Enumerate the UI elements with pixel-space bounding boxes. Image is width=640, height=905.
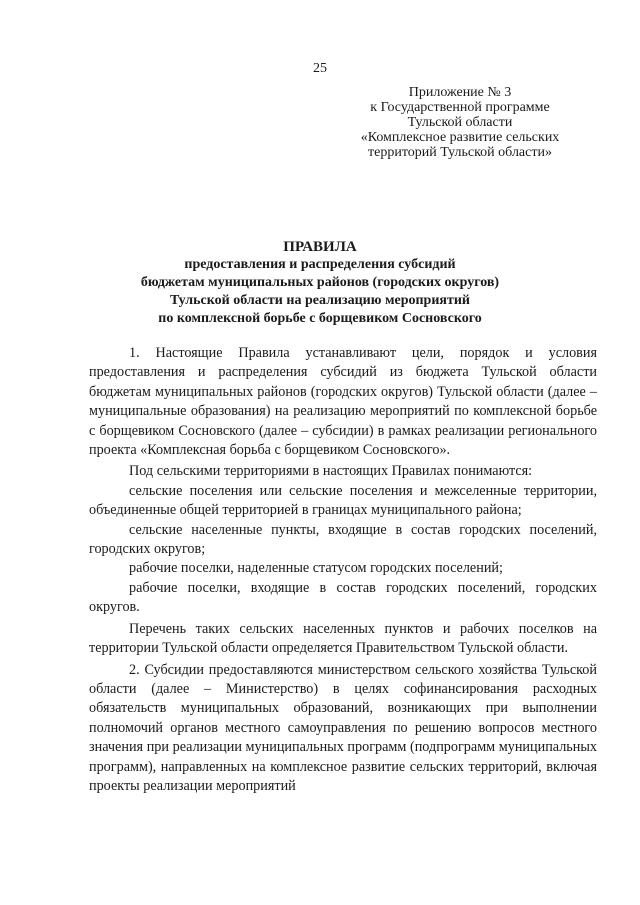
title-line: по комплексной борьбе с борщевиком Сосновского (158, 311, 482, 326)
paragraph: рабочие поселки, входящие в состав городских поселений, городских округов. (89, 579, 597, 616)
document-title (90, 238, 550, 328)
title-line: Тульской области на реализацию мероприятий (170, 293, 470, 308)
title-line: предоставления и распределения субсидий (184, 257, 456, 272)
appendix-line: Приложение № 3 (408, 85, 512, 100)
paragraph: 2. Субсидии предоставляются министерством сельского хозяйства Тульской области (далее – Министерство) в целях софинансирования расходных обязательств муниципальных образований, возникающих при выполнении полномочий органов местного самоуправления по решению вопросов местного значения при реализации муниципальных программ (подпрограмм муниципальных программ), направленных на комплексное развитие сельских территорий, включая проекты реализации мероприятий (89, 661, 597, 794)
appendix-line: Тульской области (407, 115, 513, 130)
page-number: 25 (313, 61, 327, 76)
paragraph: сельские населенные пункты, входящие в состав городских поселений, городских округов; (89, 521, 597, 558)
appendix-line: «Комплексное развитие сельских (360, 130, 560, 145)
title-line: бюджетам муниципальных районов (городских округов) (140, 275, 500, 290)
paragraph: сельские поселения или сельские поселения и межселенные территории, объединенные общей территорией в границах муниципального района; (89, 482, 597, 519)
paragraph: Под сельскими территориями в настоящих Правилах понимаются: (129, 463, 533, 480)
paragraph: 1. Настоящие Правила устанавливают цели, порядок и условия предоставления и распределения субсидий из бюджета Тульской области бюджетам муниципальных районов (городских округов) Тульской области (далее – муниципальные образования) на реализацию мероприятий по комплексной борьбе с борщевиком Сосновского (далее – субсидии) в рамках реализации регионального проекта «Комплексная борьба с борщевиком Сосновского». (89, 345, 597, 459)
appendix-line: к Государственной программе (370, 100, 550, 115)
document-body (89, 344, 597, 796)
paragraph: рабочие поселки, наделенные статусом городских поселений; (129, 560, 503, 577)
appendix-header (330, 85, 590, 160)
paragraph: Перечень таких сельских населенных пунктов и рабочих поселков на территории Тульской области определяется Правительством Тульской области. (89, 620, 597, 657)
title-main: ПРАВИЛА (283, 239, 357, 255)
appendix-line: территорий Тульской области» (368, 145, 552, 160)
